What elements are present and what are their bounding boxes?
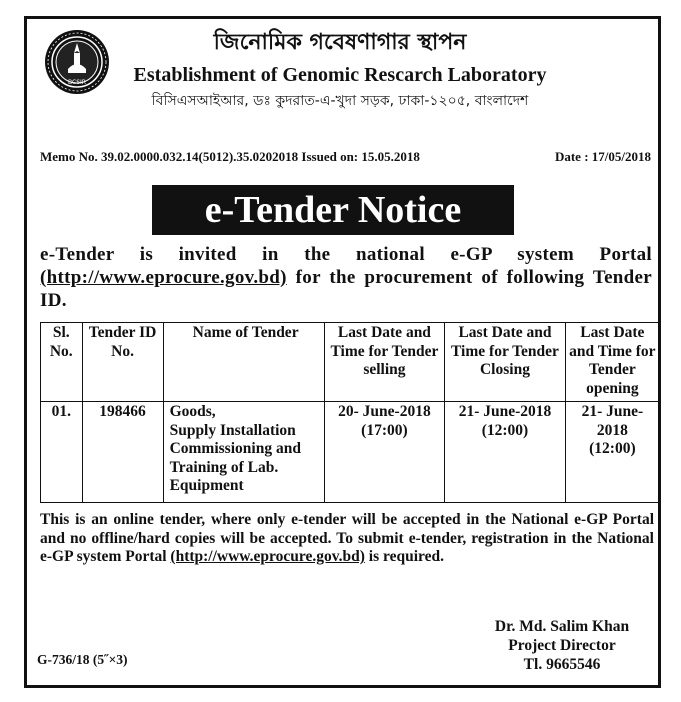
intro-prefix: e-Tender is invited in the national e-GP system Portal [40, 244, 652, 265]
intro-suffix: for the procurement of following Tender ID. [40, 267, 652, 311]
header-opening: Last Date and Time for Tender opening [565, 323, 659, 402]
closing-date: 21- June-2018 [458, 403, 552, 420]
cell-closing [445, 402, 566, 503]
notice-banner: e-Tender Notice [152, 185, 514, 235]
eprocure-link-footer[interactable]: (http://www.eprocure.gov.bd) [170, 548, 365, 565]
opening-date: 21- June-2018 [581, 403, 644, 439]
header-tender-id: Tender ID No. [82, 323, 163, 402]
cell-sl: 01. [41, 402, 83, 503]
cell-opening [565, 402, 659, 503]
eprocure-link[interactable]: (http://www.eprocure.gov.bd) [40, 267, 287, 288]
memo-number: Memo No. 39.02.0000.032.14(5012).35.0202018 Issued on: 15.05.2018 [40, 149, 420, 164]
opening-time: (12:00) [589, 440, 636, 457]
cell-tender-id: 198466 [82, 402, 163, 503]
header-closing: Last Date and Time for Tender Closing [445, 323, 566, 402]
address-bengali: বিসিএসআইআর, ডঃ কুদরাত-এ-খুদা সড়ক, ঢাকা-১২০৫, বাংলাদেশ [151, 93, 529, 109]
selling-date: 20- June-2018 [338, 403, 431, 420]
name-line: Commissioning and [169, 440, 301, 457]
signatory-designation: Project Director [508, 637, 616, 654]
reference-code: G-736/18 (5˝×3) [37, 652, 128, 667]
name-line: Supply Installation [169, 421, 296, 439]
name-line: Goods, [169, 403, 216, 420]
memo-date: Date : 17/05/2018 [554, 149, 651, 164]
footer-paragraph [40, 511, 654, 567]
name-line: Training of Lab. [169, 458, 279, 476]
selling-time: (17:00) [361, 421, 408, 439]
closing-time: (12:00) [481, 421, 529, 439]
signatory-phone: Tl. 9665546 [523, 656, 601, 673]
tender-table [40, 322, 660, 503]
footer-text: This is an online tender, where only e-tender will be accepted in the National e-GP Portal and no offline/hard copies will be accepted. To submit e-tender, registration in the National e-GP system Portal [40, 511, 654, 565]
cell-selling [324, 402, 445, 503]
intro-paragraph [40, 243, 652, 312]
signatory-name: Dr. Md. Salim Khan [494, 618, 630, 635]
table-row [41, 402, 660, 503]
title-bengali: জিনোমিক গবেষণাগার স্থাপন [213, 30, 467, 55]
logo-text: BCSIR [68, 79, 86, 86]
header-selling: Last Date and Time for Tender selling [324, 323, 445, 402]
header-sl: Sl. No. [41, 323, 83, 402]
header-name: Name of Tender [163, 323, 324, 402]
title-english: Establishment of Genomic Rescarch Laboratory [133, 64, 547, 86]
table-header-row [41, 323, 660, 402]
footer-suffix: is required. [364, 548, 444, 565]
cell-name [163, 402, 324, 503]
name-line: Equipment [169, 477, 244, 494]
signature-block [462, 617, 662, 674]
bcsir-logo-icon [44, 29, 110, 95]
